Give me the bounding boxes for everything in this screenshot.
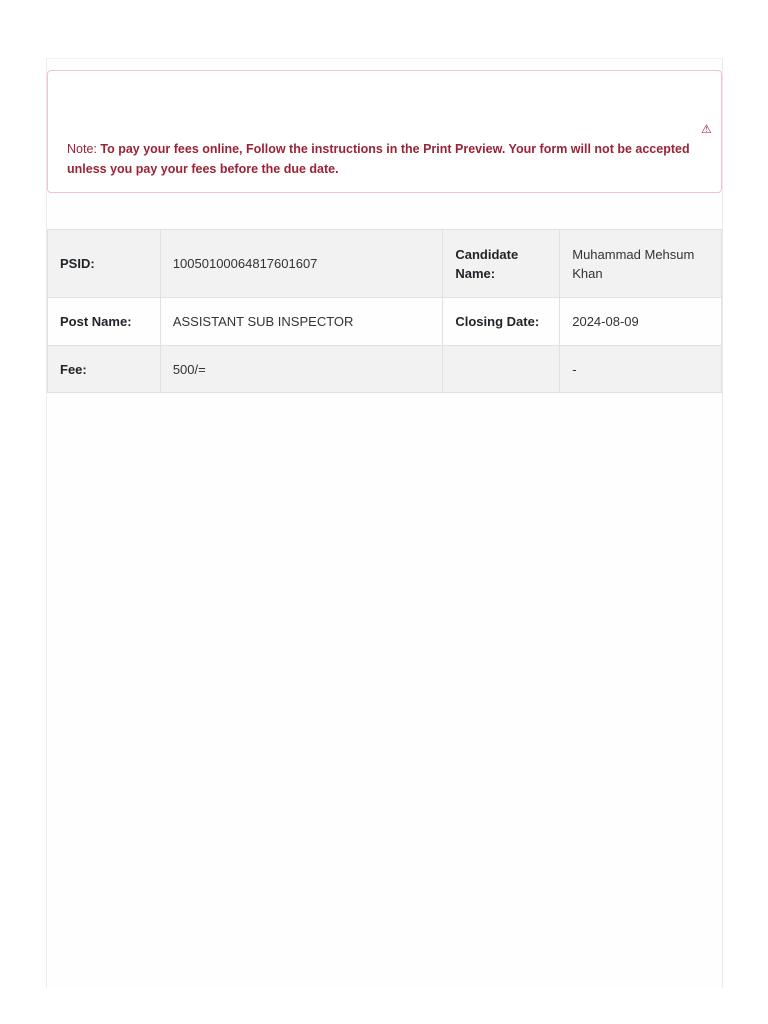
fee-value: 500/= (160, 346, 443, 393)
post-name-value: ASSISTANT SUB INSPECTOR (160, 298, 443, 346)
closing-date-label: Closing Date: (443, 298, 560, 346)
alert-note-label: Note: (67, 142, 97, 156)
empty-value: - (560, 346, 722, 393)
table-row (48, 230, 722, 298)
content-card (46, 58, 723, 988)
warning-triangle-icon: ⚠ (701, 122, 712, 136)
candidate-name-value: Muhammad Mehsum Khan (560, 230, 722, 298)
candidate-info-table (47, 229, 722, 393)
post-name-label: Post Name: (48, 298, 161, 346)
psid-value: 10050100064817601607 (160, 230, 443, 298)
closing-date-value: 2024-08-09 (560, 298, 722, 346)
candidate-name-label: Candidate Name: (443, 230, 560, 298)
psid-label: PSID: (48, 230, 161, 298)
empty-label (443, 346, 560, 393)
fee-payment-alert (47, 70, 722, 193)
fee-label: Fee: (48, 346, 161, 393)
alert-text (67, 119, 712, 179)
table-row (48, 298, 722, 346)
table-row (48, 346, 722, 393)
alert-message: To pay your fees online, Follow the instructions in the Print Preview. Your form will not be accepted unless you pay your fees before the due date. (67, 142, 690, 176)
